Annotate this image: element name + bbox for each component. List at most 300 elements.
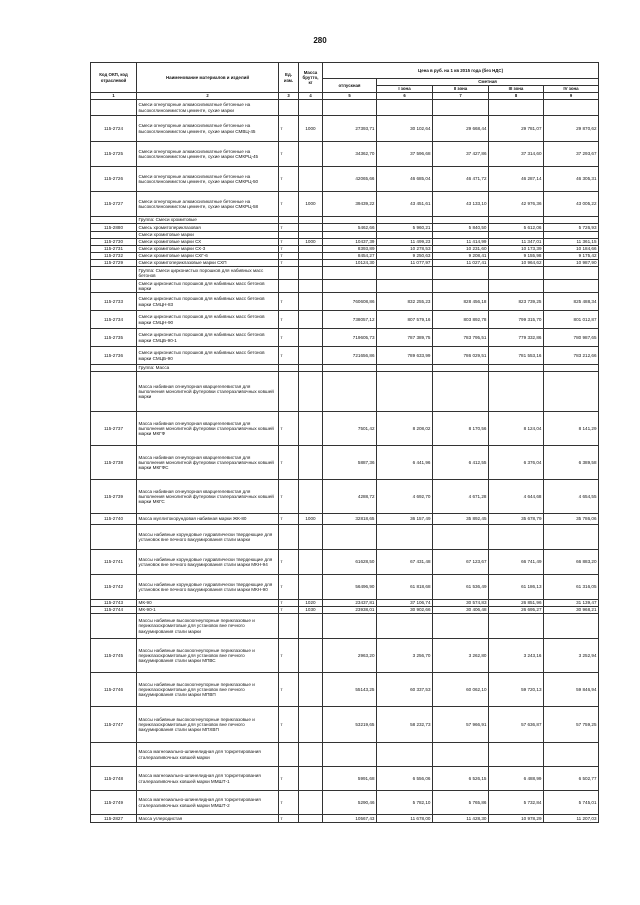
zone2-price-cell: 5 840,50 [433,224,489,232]
mass-cell [299,614,323,639]
zone2-price-cell: 11 414,99 [433,239,489,246]
unit-cell: т [279,347,299,365]
code-cell: 115-2745 [91,639,137,673]
release-price-cell: 10437,39 [323,239,377,246]
zone4-price-cell: 9 175,42 [544,253,599,260]
release-price-cell: 32818,65 [323,514,377,525]
unit-cell [279,372,299,412]
table-row [91,239,599,246]
release-price-cell: 34362,70 [323,142,377,167]
zone4-price-cell: 3 252,94 [544,639,599,673]
name-cell: Смесь хромитопериклазовая [137,224,279,232]
zone3-price-cell [489,372,544,412]
mass-cell [299,267,323,280]
code-cell [91,217,137,224]
zone1-price-cell: 43 451,61 [377,192,433,217]
zone2-price-cell: 8 170,56 [433,412,489,446]
zone2-price-cell: 803 892,78 [433,311,489,329]
name-cell: Массы набивные высокоогнеупорные периклазовые и периклазохромитовые для установок вне печного вакуумирования стали марки МПВС [137,639,279,673]
unit-cell [279,100,299,116]
release-price-cell: 55143,25 [323,673,377,707]
zone1-price-cell: 6 441,96 [377,446,433,480]
zone4-price-cell [544,743,599,767]
table-row [91,311,599,329]
zone1-price-cell: 832 255,23 [377,293,433,311]
zone4-price-cell [544,232,599,239]
code-cell: 115-2727 [91,192,137,217]
zone2-price-cell: 6 526,15 [433,767,489,791]
release-price-cell [323,525,377,550]
zone1-price-cell: 60 337,53 [377,673,433,707]
zone4-price-cell [544,267,599,280]
code-cell: 115-2736 [91,347,137,365]
zone3-price-cell: 3 243,16 [489,639,544,673]
zone4-price-cell: 783 212,66 [544,347,599,365]
zone3-price-cell: 8 124,04 [489,412,544,446]
zone2-price-cell: 783 795,51 [433,329,489,347]
zone1-price-cell: 11 077,97 [377,260,433,267]
table-row [91,639,599,673]
zone3-price-cell: 6 376,04 [489,446,544,480]
unit-cell: т [279,607,299,614]
release-price-cell: 61628,50 [323,550,377,575]
col-number: 7 [433,93,489,100]
zone2-price-cell: 61 536,49 [433,575,489,600]
zone3-price-cell [489,232,544,239]
zone3-price-cell [489,365,544,372]
release-price-cell: 7501,42 [323,412,377,446]
code-cell: 115-2734 [91,311,137,329]
name-cell: Массы набивные корундовые гидравлически твердеющие для установок вне печного вакуумирования стали марки МКН-90 [137,575,279,600]
table-row [91,280,599,293]
zone2-price-cell: 9 208,41 [433,253,489,260]
table-row [91,550,599,575]
unit-cell [279,525,299,550]
table-row [91,707,599,743]
mass-cell [299,167,323,192]
mass-cell [299,743,323,767]
release-price-cell [323,280,377,293]
unit-cell: т [279,412,299,446]
zone1-price-cell [377,267,433,280]
zone3-price-cell: 26 695,27 [489,607,544,614]
code-cell: 115-2724 [91,116,137,142]
code-cell: 115-2746 [91,673,137,707]
code-cell: 115-2731 [91,246,137,253]
zone3-price-cell: 10 173,39 [489,246,544,253]
unit-cell [279,365,299,372]
release-price-cell: 738057,12 [323,311,377,329]
zone4-price-cell: 57 759,25 [544,707,599,743]
zone3-price-cell: 57 636,87 [489,707,544,743]
unit-cell: т [279,239,299,246]
zone3-price-cell: 781 553,16 [489,347,544,365]
zone2-price-cell [433,267,489,280]
code-cell [91,365,137,372]
zone2-price-cell: 43 133,10 [433,192,489,217]
release-price-cell: 10567,43 [323,815,377,823]
code-cell: 115-2737 [91,412,137,446]
zone2-price-cell [433,232,489,239]
zone2-price-cell: 5 765,86 [433,791,489,815]
zone2-price-cell [433,100,489,116]
name-cell: Масса набивная огнеупорная кварцегелевистая для выполнения монолитной футеровки сталеразливочных ковшей марки МКГФС [137,446,279,480]
table-row [91,525,599,550]
code-cell [91,525,137,550]
zone3-price-cell: 35 678,79 [489,514,544,525]
col-number: 8 [489,93,544,100]
zone2-price-cell: 30 406,48 [433,607,489,614]
code-cell: 115-2827 [91,815,137,823]
code-cell: 115-2743 [91,600,137,607]
table-row [91,260,599,267]
mass-cell [299,480,323,514]
unit-cell: т [279,600,299,607]
zone1-price-cell: 67 431,48 [377,550,433,575]
mass-cell: 1020 [299,600,323,607]
zone1-price-cell: 789 633,99 [377,347,433,365]
code-cell: 115-2732 [91,253,137,260]
unit-cell: т [279,480,299,514]
mass-cell [299,253,323,260]
release-price-cell: 5991,68 [323,767,377,791]
code-cell: 115-2739 [91,480,137,514]
table-row [91,217,599,224]
header-name: Наименование материалов и изделий [137,63,279,93]
name-cell: Масса набивная огнеупорная кварцегелевистая для выполнения монолитной футеровки сталеразливочных ковшей марки МКГФ [137,412,279,446]
mass-cell [299,246,323,253]
release-price-cell: 721656,86 [323,347,377,365]
zone3-price-cell: 10 964,62 [489,260,544,267]
code-cell: 115-2749 [91,791,137,815]
name-cell: Массы набивные высокоогнеупорные периклазовые и периклазохромитовые для установок вне печного вакуумирования стали марки МПХВП [137,707,279,743]
zone4-price-cell: 8 141,29 [544,412,599,446]
zone1-price-cell [377,232,433,239]
table-row [91,232,599,239]
table-row [91,767,599,791]
header-zone-4: IV зона [544,86,599,93]
table-row [91,791,599,815]
zone1-price-cell: 11 678,00 [377,815,433,823]
name-cell: Смеси огнеупорные алюмосиликатные бетонные на высокоглиноземистом цементе, сухие марки [137,100,279,116]
zone1-price-cell: 11 499,23 [377,239,433,246]
zone4-price-cell: 29 870,62 [544,116,599,142]
code-cell: 115-2735 [91,329,137,347]
col-number: 2 [137,93,279,100]
table-row [91,100,599,116]
name-cell: Массы набивные корундовые гидравлически твердеющие для установок вне печного вакуумирования стали марки [137,525,279,550]
table-row [91,743,599,767]
zone3-price-cell: 5 612,06 [489,224,544,232]
table-row [91,600,599,607]
release-price-cell [323,217,377,224]
zone3-price-cell: 59 720,13 [489,673,544,707]
col-number: 9 [544,93,599,100]
name-cell: Смеси хромитовые марки СХГ-6 [137,253,279,260]
zone1-price-cell: 8 208,02 [377,412,433,446]
table-row [91,412,599,446]
mass-cell: 1000 [299,514,323,525]
table-row [91,116,599,142]
zone3-price-cell: 823 739,25 [489,293,544,311]
unit-cell: т [279,167,299,192]
zone2-price-cell: 29 668,44 [433,116,489,142]
zone3-price-cell: 10 978,29 [489,815,544,823]
zone4-price-cell: 10 184,66 [544,246,599,253]
price-table [90,62,599,823]
mass-cell [299,525,323,550]
name-cell: Смеси огнеупорные алюмосиликатные бетонные на высокоглиноземистом цементе, сухие марки СМКРЦ-58 [137,192,279,217]
zone1-price-cell [377,217,433,224]
release-price-cell: 8454,27 [323,253,377,260]
unit-cell: т [279,446,299,480]
table-row [91,815,599,823]
code-cell [91,232,137,239]
zone4-price-cell: 825 488,34 [544,293,599,311]
zone2-price-cell: 786 029,51 [433,347,489,365]
table-row [91,192,599,217]
zone1-price-cell: 5 960,21 [377,224,433,232]
code-cell: 115-2741 [91,550,137,575]
name-cell: Смеси хромитопериклазовые марки СХП [137,260,279,267]
unit-cell: т [279,246,299,253]
zone4-price-cell: 6 389,58 [544,446,599,480]
zone4-price-cell: 10 987,90 [544,260,599,267]
mass-cell [299,815,323,823]
zone1-price-cell: 807 579,16 [377,311,433,329]
name-cell: Смеси цирконистых порошков для набивных масс бетонов марки СМЦБ-90-1 [137,329,279,347]
unit-cell: т [279,329,299,347]
zone3-price-cell: 779 332,86 [489,329,544,347]
unit-cell: т [279,791,299,815]
release-price-cell [323,100,377,116]
mass-cell [299,217,323,224]
header-price-group: Цена в руб. на 1 кв 2015 года (без НДС) [323,63,599,79]
header-zone-1: I зона [377,86,433,93]
zone4-price-cell: 801 012,87 [544,311,599,329]
code-cell: 115-2738 [91,446,137,480]
unit-cell [279,267,299,280]
mass-cell [299,707,323,743]
unit-cell: т [279,192,299,217]
zone3-price-cell: 5 732,84 [489,791,544,815]
name-cell: МК-90-1 [137,607,279,614]
header-unit: Ед. изм. [279,63,299,93]
zone4-price-cell [544,217,599,224]
mass-cell [299,673,323,707]
zone1-price-cell [377,100,433,116]
name-cell: Смеси хромитовые марки [137,232,279,239]
unit-cell [279,743,299,767]
zone1-price-cell: 30 902,66 [377,607,433,614]
zone1-price-cell: 5 782,10 [377,791,433,815]
zone2-price-cell: 60 062,10 [433,673,489,707]
table-row [91,246,599,253]
col-number: 5 [323,93,377,100]
zone4-price-cell: 37 293,67 [544,142,599,167]
unit-cell: т [279,707,299,743]
code-cell: 115-2748 [91,767,137,791]
zone1-price-cell: 9 250,63 [377,253,433,260]
release-price-cell: 5290,46 [323,791,377,815]
unit-cell: т [279,673,299,707]
zone3-price-cell [489,614,544,639]
release-price-cell: 5887,36 [323,446,377,480]
zone4-price-cell [544,372,599,412]
zone2-price-cell: 46 471,72 [433,167,489,192]
unit-cell: т [279,575,299,600]
col-number: 6 [377,93,433,100]
table-row [91,372,599,412]
zone3-price-cell: 4 644,68 [489,480,544,514]
code-cell: 115-2730 [91,239,137,246]
zone3-price-cell: 11 347,01 [489,239,544,246]
zone2-price-cell: 6 412,55 [433,446,489,480]
col-number: 4 [299,93,323,100]
zone3-price-cell: 61 186,13 [489,575,544,600]
name-cell: Масса муллитокорундовая набивная марки ЖК-80 [137,514,279,525]
release-price-cell: 53219,65 [323,707,377,743]
zone1-price-cell: 36 157,49 [377,514,433,525]
zone1-price-cell: 4 692,70 [377,480,433,514]
unit-cell [279,280,299,293]
mass-cell [299,365,323,372]
table-row [91,224,599,232]
unit-cell: т [279,116,299,142]
release-price-cell: 42065,66 [323,167,377,192]
name-cell: Массы набивные высокоогнеупорные периклазовые и периклазохромитовые для установок вне печного вакуумирования стали марки [137,614,279,639]
code-cell [91,372,137,412]
unit-cell: т [279,311,299,329]
zone1-price-cell [377,280,433,293]
unit-cell [279,217,299,224]
zone1-price-cell [377,365,433,372]
release-price-cell: 719605,73 [323,329,377,347]
release-price-cell [323,372,377,412]
name-cell: Смеси цирконистых порошков для набивных масс бетонов марки СМЦБ-90 [137,347,279,365]
zone3-price-cell: 42 976,36 [489,192,544,217]
table-row [91,446,599,480]
zone4-price-cell: 5 745,01 [544,791,599,815]
mass-cell [299,260,323,267]
zone4-price-cell [544,614,599,639]
table-row [91,253,599,260]
name-cell: Группа: Смеси хромитовые [137,217,279,224]
zone4-price-cell: 6 502,77 [544,767,599,791]
name-cell: МК-90 [137,600,279,607]
name-cell: Смеси цирконистых порошков для набивных масс бетонов марки [137,280,279,293]
zone1-price-cell [377,525,433,550]
name-cell: Масса магнезиально-шпинелидная для торкретирования сталеразливочных ковшей марки ММШТ-2 [137,791,279,815]
release-price-cell: 39439,22 [323,192,377,217]
zone2-price-cell: 11 027,41 [433,260,489,267]
name-cell: Смеси огнеупорные алюмосиликатные бетонные на высокоглиноземистом цементе, сухие марки СМКРЦ-45 [137,142,279,167]
zone4-price-cell: 4 654,55 [544,480,599,514]
code-cell: 115-2880 [91,224,137,232]
code-cell [91,267,137,280]
table-body [91,100,599,823]
mass-cell [299,224,323,232]
zone1-price-cell: 37 596,68 [377,142,433,167]
unit-cell: т [279,767,299,791]
header-zone-3: III зона [489,86,544,93]
release-price-cell [323,267,377,280]
zone2-price-cell: 35 892,45 [433,514,489,525]
zone3-price-cell: 37 314,60 [489,142,544,167]
code-cell [91,743,137,767]
table-row [91,480,599,514]
name-cell: Смеси огнеупорные алюмосиликатные бетонные на высокоглиноземистом цементе, сухие марки СМВЦ-45 [137,116,279,142]
zone1-price-cell: 58 232,73 [377,707,433,743]
release-price-cell: 27393,71 [323,116,377,142]
unit-cell: т [279,293,299,311]
table-row [91,167,599,192]
col-number: 3 [279,93,299,100]
code-cell [91,100,137,116]
unit-cell: т [279,815,299,823]
zone1-price-cell: 46 685,04 [377,167,433,192]
zone3-price-cell [489,525,544,550]
code-cell: 115-2726 [91,167,137,192]
release-price-cell: 5462,66 [323,224,377,232]
name-cell: Масса набивная огнеупорная кварцегелевистая для выполнения монолитной футеровки сталеразливочных ковшей марки МКГС [137,480,279,514]
page-number: 280 [313,36,327,45]
zone3-price-cell [489,743,544,767]
mass-cell [299,293,323,311]
zone1-price-cell [377,614,433,639]
code-cell [91,614,137,639]
zone3-price-cell [489,280,544,293]
zone4-price-cell: 30 968,21 [544,607,599,614]
table-row [91,142,599,167]
zone2-price-cell [433,743,489,767]
zone2-price-cell: 10 231,60 [433,246,489,253]
zone4-price-cell: 59 846,94 [544,673,599,707]
table-row [91,267,599,280]
zone3-price-cell: 799 315,70 [489,311,544,329]
zone3-price-cell: 66 741,49 [489,550,544,575]
zone4-price-cell [544,100,599,116]
zone2-price-cell: 30 574,83 [433,600,489,607]
unit-cell: т [279,639,299,673]
zone4-price-cell [544,280,599,293]
table-row [91,614,599,639]
table-row [91,575,599,600]
header-estimate: Сметная [377,79,599,86]
code-cell: 115-2744 [91,607,137,614]
zone3-price-cell: 6 488,99 [489,767,544,791]
release-price-cell: 2963,20 [323,639,377,673]
zone3-price-cell: 26 851,96 [489,600,544,607]
code-cell: 115-2725 [91,142,137,167]
name-cell: Смеси цирконистых порошков для набивных масс бетонов марки СМЦН-90 [137,311,279,329]
header-code: Код ОКП, код отраслевой [91,63,137,93]
release-price-cell: 56496,90 [323,575,377,600]
zone4-price-cell: 43 005,22 [544,192,599,217]
zone3-price-cell: 46 287,14 [489,167,544,192]
unit-cell: т [279,260,299,267]
zone2-price-cell [433,372,489,412]
code-cell: 115-2747 [91,707,137,743]
mass-cell [299,550,323,575]
unit-cell: т [279,253,299,260]
name-cell: Смеси хромитовые марки СХ [137,239,279,246]
name-cell: Масса магнезиально-шпинелидная для торкретирования сталеразливочных ковшей марки ММШТ-1 [137,767,279,791]
zone2-price-cell [433,525,489,550]
zone1-price-cell [377,372,433,412]
zone2-price-cell: 3 262,80 [433,639,489,673]
zone4-price-cell: 61 316,05 [544,575,599,600]
